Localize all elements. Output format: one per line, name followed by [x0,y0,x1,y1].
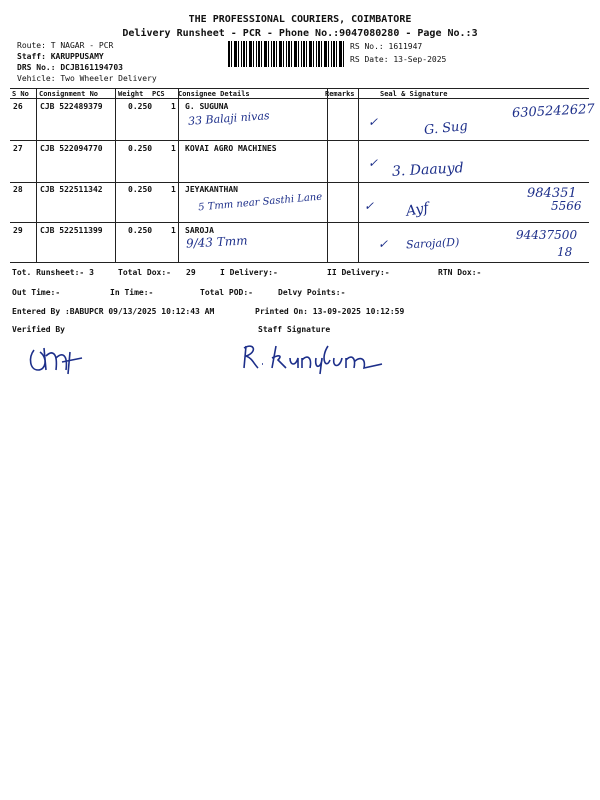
handwritten-phone-continued: 5566 [551,199,582,213]
column-divider [178,88,179,262]
ii-delivery: II Delivery:- [327,268,390,277]
in-time: In Time:- [110,288,154,297]
drs-number: DRS No.: DCJB161194703 [17,63,123,72]
handwritten-signature: G. Sug [423,118,469,139]
total-dox-value: 29 [186,268,196,277]
runsheet-subtitle: Delivery Runsheet - PCR - Phone No.:9047080280 - Page No.:3 [122,28,478,39]
header-consignee: Consignee Details [178,90,250,98]
row-divider [10,182,589,183]
verified-by-label: Verified By [12,325,65,334]
row-sno: 26 [13,102,23,111]
handwritten-phone: 6305242627 [511,101,596,122]
handwritten-phone: 984351 [527,186,577,201]
row-consignee: SAROJA [185,226,214,235]
row-consignment: CJB 522511399 [40,226,103,235]
row-consignment: CJB 522489379 [40,102,103,111]
row-consignee: KOVAI AGRO MACHINES [185,144,277,153]
header-remarks: Remarks [325,90,355,98]
rs-date: RS Date: 13-Sep-2025 [350,55,447,64]
total-dox-label: Total Dox:- [118,268,171,277]
staff-signature-mark [236,338,396,378]
header-sno: S No [12,90,29,98]
company-title: THE PROFESSIONAL COURIERS, COIMBATORE [188,14,412,25]
row-weight: 0.250 [128,102,153,111]
handwritten-signature: Ayf [404,200,430,220]
row-divider [10,140,589,141]
vehicle-label: Vehicle: Two Wheeler Delivery [17,74,157,83]
row-pcs: 1 [171,185,176,194]
row-divider [10,222,589,223]
tick-mark: ✓ [368,156,379,170]
row-consignment: CJB 522511342 [40,185,103,194]
row-weight: 0.250 [128,144,153,153]
row-weight: 0.250 [128,185,153,194]
entered-by: Entered By :BABUPCR 09/13/2025 10:12:43 AM [12,307,215,316]
handwritten-phone: 94437500 [516,228,578,242]
total-pod: Total POD:- [200,288,253,297]
i-delivery: I Delivery:- [220,268,278,277]
tick-mark: ✓ [378,237,389,251]
column-divider [115,88,116,262]
rtn-dox: RTN Dox:- [438,268,482,277]
verified-by-signature [26,340,96,380]
row-pcs: 1 [171,226,176,235]
tot-runsheet: Tot. Runsheet:- 3 [12,268,94,277]
header-consignment: Consignment No [39,90,99,98]
header-weight: Weight [118,90,144,98]
handwritten-address: 33 Balaji nivas [187,109,271,128]
printed-on: Printed On: 13-09-2025 10:12:59 [255,307,405,316]
out-time: Out Time:- [12,288,61,297]
table-bottom-border [10,262,589,263]
column-divider [327,88,328,262]
row-consignee: G. SUGUNA [185,102,229,111]
tick-mark: ✓ [368,115,379,129]
column-divider [36,88,37,262]
header-pcs: PCS [152,90,165,98]
row-weight: 0.250 [128,226,153,235]
handwritten-address: 5 Tmm near Sasthi Lane [197,191,323,214]
handwritten-signature: Saroja(D) [405,235,460,252]
route-label: Route: T NAGAR - PCR [17,41,114,50]
row-pcs: 1 [171,144,176,153]
table-header-border [10,98,589,99]
row-sno: 28 [13,185,23,194]
tick-mark: ✓ [364,199,375,213]
row-sno: 27 [13,144,23,153]
header-seal-signature: Seal & Signature [380,90,448,98]
row-sno: 29 [13,226,23,235]
staff-label: Staff: KARUPPUSAMY [17,52,104,61]
table-top-border [10,88,589,89]
row-consignee: JEYAKANTHAN [185,185,238,194]
barcode-image [228,41,346,67]
rs-number: RS No.: 1611947 [350,42,423,51]
handwritten-phone-continued: 18 [557,245,573,259]
column-divider [358,88,359,262]
row-pcs: 1 [171,102,176,111]
handwritten-signature: 3. Daauyd [391,160,464,180]
staff-signature-label: Staff Signature [258,325,331,334]
handwritten-address: 9/43 Tmm [185,233,248,251]
row-consignment: CJB 522094770 [40,144,103,153]
delvy-points: Delvy Points:- [278,288,346,297]
